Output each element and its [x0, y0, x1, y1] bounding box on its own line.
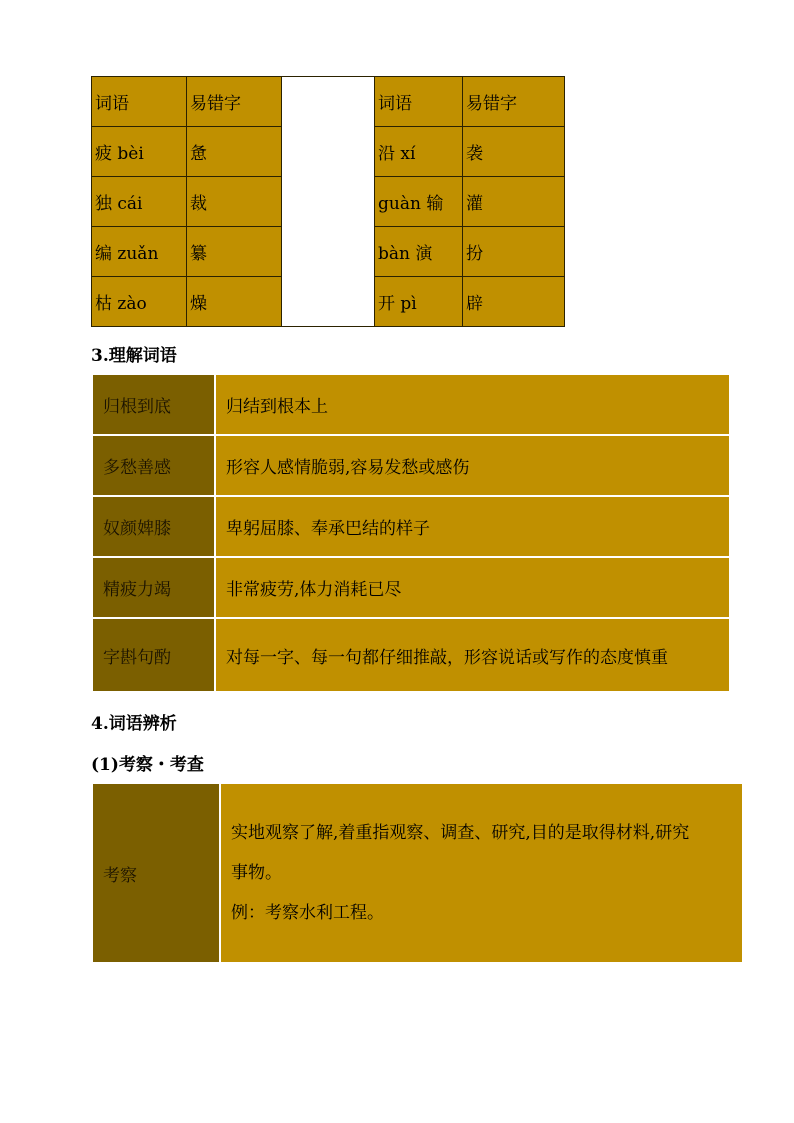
meaning-cell: 归结到根本上	[216, 375, 729, 434]
table-row	[93, 619, 729, 691]
example-line: 例：考察水利工程。	[231, 903, 384, 923]
explanation-cell	[221, 784, 742, 962]
word-cell: 枯 zào	[92, 277, 187, 327]
word-cell: 疲 bèi	[92, 127, 187, 177]
table-header-row	[92, 77, 565, 127]
word-cell: 沿 xí	[375, 127, 463, 177]
section-3-title: 3.理解词语	[91, 346, 177, 366]
table-row	[93, 375, 729, 434]
header-cell: 词语	[375, 77, 463, 127]
error-char-cell: 裁	[187, 177, 282, 227]
header-cell: 易错字	[463, 77, 565, 127]
term-cell: 考察	[93, 784, 219, 962]
error-char-cell: 惫	[187, 127, 282, 177]
meaning-cell: 卑躬屈膝、奉承巴结的样子	[216, 497, 729, 556]
section-4-subtitle: (1)考察・考查	[91, 755, 204, 775]
error-char-cell: 扮	[463, 227, 565, 277]
error-char-cell: 灌	[463, 177, 565, 227]
blank-column	[282, 77, 375, 327]
term-cell: 奴颜婢膝	[93, 497, 214, 556]
meaning-cell: 形容人感情脆弱,容易发愁或感伤	[216, 436, 729, 495]
meaning-cell: 对每一字、每一句都仔细推敲，形容说话或写作的态度慎重	[216, 619, 729, 691]
table-row	[93, 497, 729, 556]
table-row	[93, 558, 729, 617]
term-cell: 字斟句酌	[93, 619, 214, 691]
meaning-cell: 非常疲劳,体力消耗已尽	[216, 558, 729, 617]
meaning-table	[91, 373, 731, 693]
header-cell: 易错字	[187, 77, 282, 127]
word-cell: bàn 演	[375, 227, 463, 277]
section-4-title: 4.词语辨析	[91, 714, 177, 734]
term-cell: 归根到底	[93, 375, 214, 434]
word-cell: 独 cái	[92, 177, 187, 227]
error-char-cell: 燥	[187, 277, 282, 327]
distinction-table	[91, 782, 744, 964]
error-char-cell: 纂	[187, 227, 282, 277]
explanation-line: 实地观察了解,着重指观察、调查、研究,目的是取得材料,研究	[231, 823, 690, 843]
header-cell: 词语	[92, 77, 187, 127]
word-cell: guàn 输	[375, 177, 463, 227]
error-char-cell: 袭	[463, 127, 565, 177]
explanation-line: 事物。	[231, 863, 282, 883]
table-row	[93, 436, 729, 495]
term-cell: 多愁善感	[93, 436, 214, 495]
word-table	[91, 76, 565, 327]
word-cell: 编 zuǎn	[92, 227, 187, 277]
word-cell: 开 pì	[375, 277, 463, 327]
term-cell: 精疲力竭	[93, 558, 214, 617]
table-row	[93, 784, 742, 962]
error-char-cell: 辟	[463, 277, 565, 327]
